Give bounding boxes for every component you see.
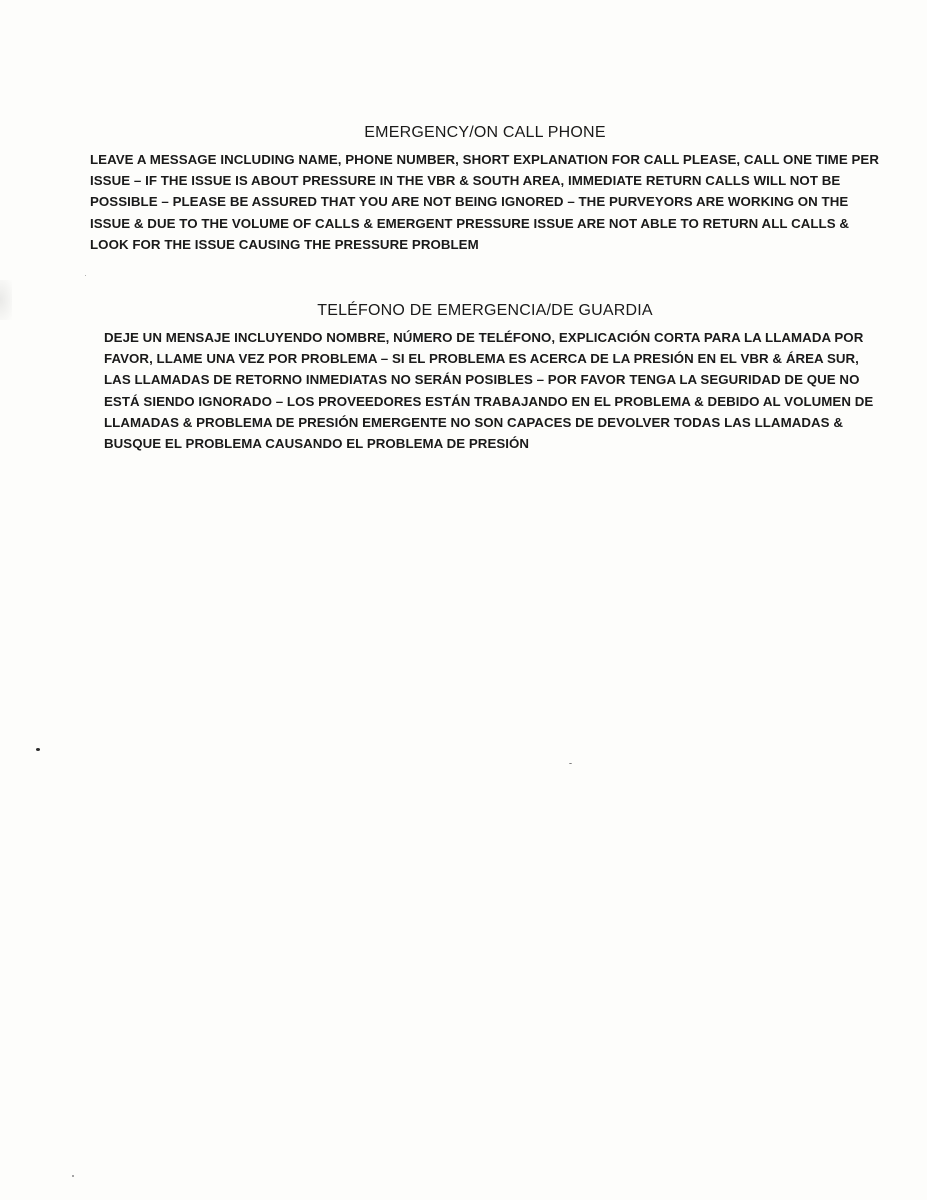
scan-edge-smudge bbox=[0, 280, 12, 320]
english-body: LEAVE A MESSAGE INCLUDING NAME, PHONE NUMBER, SHORT EXPLANATION FOR CALL PLEASE, CALL ONE TIME PER ISSUE – IF THE ISSUE IS ABOUT PRESSURE IN THE VBR & SOUTH AREA, IMMEDIATE RETURN CALLS WILL NOT BE POSSIBLE – PLEASE BE ASSURED THAT YOU ARE NOT BEING IGNORED – THE PURVEYORS ARE WORKING ON THE ISSUE & DUE TO THE VOLUME OF CALLS & EMERGENT PRESSURE ISSUE ARE NOT ABLE TO RETURN ALL CALLS & LOOK FOR THE ISSUE CAUSING THE PRESSURE PROBLEM bbox=[90, 152, 879, 252]
spanish-heading: TELÉFONO DE EMERGENCIA/DE GUARDIA bbox=[317, 302, 653, 319]
english-notice bbox=[90, 123, 880, 255]
scan-speck bbox=[72, 1175, 74, 1177]
spanish-body: DEJE UN MENSAJE INCLUYENDO NOMBRE, NÚMERO DE TELÉFONO, EXPLICACIÓN CORTA PARA LA LLAMADA POR FAVOR, LLAME UNA VEZ POR PROBLEMA – SI EL PROBLEMA ES ACERCA DE LA PRESIÓN EN EL VBR & ÁREA SUR, LAS LLAMADAS DE RETORNO INMEDIATAS NO SERÁN POSIBLES – POR FAVOR TENGA LA SEGURIDAD DE QUE NO ESTÁ SIENDO IGNORADO – LOS PROVEEDORES ESTÁN TRABAJANDO EN EL PROBLEMA & DEBIDO AL VOLUMEN DE LLAMADAS & PROBLEMA DE PRESIÓN EMERGENTE NO SON CAPACES DE DEVOLVER TODAS LAS LLAMADAS & BUSQUE EL PROBLEMA CAUSANDO EL PROBLEMA DE PRESIÓN bbox=[104, 330, 874, 452]
english-heading: EMERGENCY/ON CALL PHONE bbox=[364, 124, 606, 141]
scan-speck bbox=[85, 275, 86, 276]
scan-speck bbox=[569, 763, 572, 764]
spanish-notice bbox=[90, 301, 880, 454]
scan-speck bbox=[36, 748, 40, 751]
